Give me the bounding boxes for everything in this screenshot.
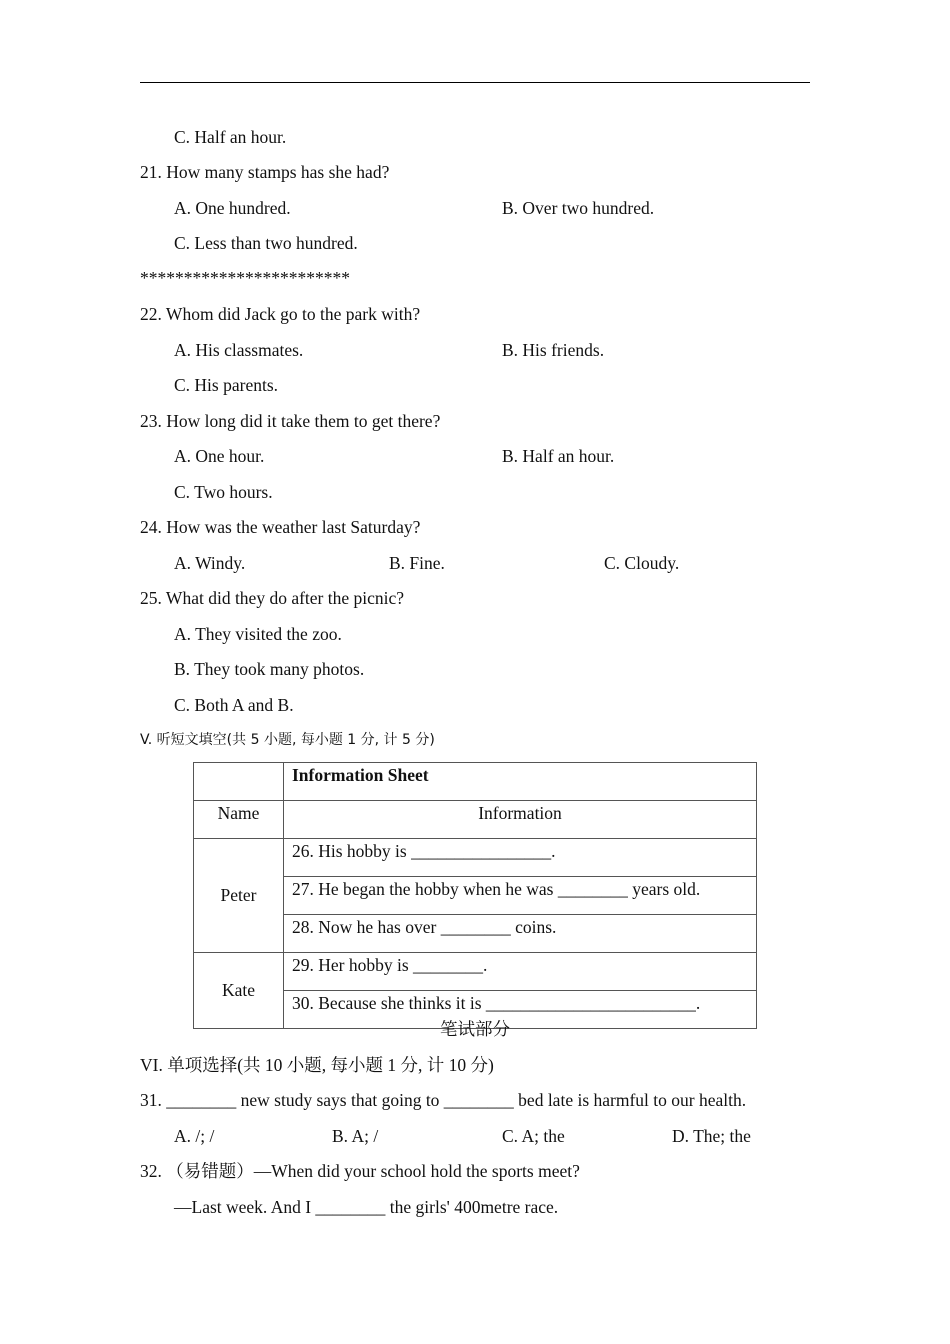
table-cell-q30: 30. Because she thinks it is ________________________. — [284, 991, 757, 1029]
q32-answer-line: —Last week. And I ________ the girls' 400metre race. — [174, 1197, 559, 1217]
table-row-label-kate: Kate — [194, 953, 284, 1029]
table-cell-q27: 27. He began the hobby when he was ________ years old. — [284, 877, 757, 915]
q24-option-b: B. Fine. — [389, 553, 445, 573]
q21-option-b: B. Over two hundred. — [502, 198, 655, 218]
q31-option-a: A. /; / — [174, 1126, 215, 1146]
separator-line: ************************ — [140, 268, 350, 288]
q24-option-c: C. Cloudy. — [604, 553, 680, 573]
q21-question: 21. How many stamps has she had? — [140, 162, 390, 182]
table-header-information: Information — [284, 801, 757, 839]
q22-option-c: C. His parents. — [174, 375, 279, 395]
q22-question: 22. Whom did Jack go to the park with? — [140, 304, 421, 324]
table-cell-q28: 28. Now he has over ________ coins. — [284, 915, 757, 953]
table-cell-q29: 29. Her hobby is ________. — [284, 953, 757, 991]
q21-option-a: A. One hundred. — [174, 198, 291, 218]
section-6-heading: VI. 单项选择(共 10 小题, 每小题 1 分, 计 10 分) — [140, 1055, 494, 1075]
q23-option-b: B. Half an hour. — [502, 446, 615, 466]
table-corner-cell — [194, 763, 284, 801]
q32-question: 32. （易错题）—When did your school hold the sports meet? — [140, 1161, 580, 1181]
q31-option-c: C. A; the — [502, 1126, 565, 1146]
q20-option-c: C. Half an hour. — [174, 127, 287, 147]
q24-question: 24. How was the weather last Saturday? — [140, 517, 421, 537]
q21-option-c: C. Less than two hundred. — [174, 233, 358, 253]
q25-question: 25. What did they do after the picnic? — [140, 588, 405, 608]
table-row-label-peter: Peter — [194, 839, 284, 953]
q23-question: 23. How long did it take them to get there? — [140, 411, 441, 431]
table-header-name: Name — [194, 801, 284, 839]
q24-option-a: A. Windy. — [174, 553, 246, 573]
information-sheet-table — [193, 762, 757, 1029]
table-cell-q26: 26. His hobby is ________________. — [284, 839, 757, 877]
q22-option-a: A. His classmates. — [174, 340, 304, 360]
q23-option-c: C. Two hours. — [174, 482, 273, 502]
q25-option-c: C. Both A and B. — [174, 695, 294, 715]
q22-option-b: B. His friends. — [502, 340, 605, 360]
q31-question: 31. ________ new study says that going to ________ bed late is harmful to our health. — [140, 1090, 747, 1110]
q31-option-d: D. The; the — [672, 1126, 751, 1146]
q25-option-a: A. They visited the zoo. — [174, 624, 342, 644]
written-part-heading: 笔试部分 — [440, 1020, 510, 1040]
section-5-heading: V. 听短文填空(共 5 小题, 每小题 1 分, 计 5 分) — [140, 732, 435, 748]
table-title: Information Sheet — [284, 763, 757, 801]
q23-option-a: A. One hour. — [174, 446, 265, 466]
q31-option-b: B. A; / — [332, 1126, 379, 1146]
q25-option-b: B. They took many photos. — [174, 659, 365, 679]
header-rule — [140, 82, 810, 83]
